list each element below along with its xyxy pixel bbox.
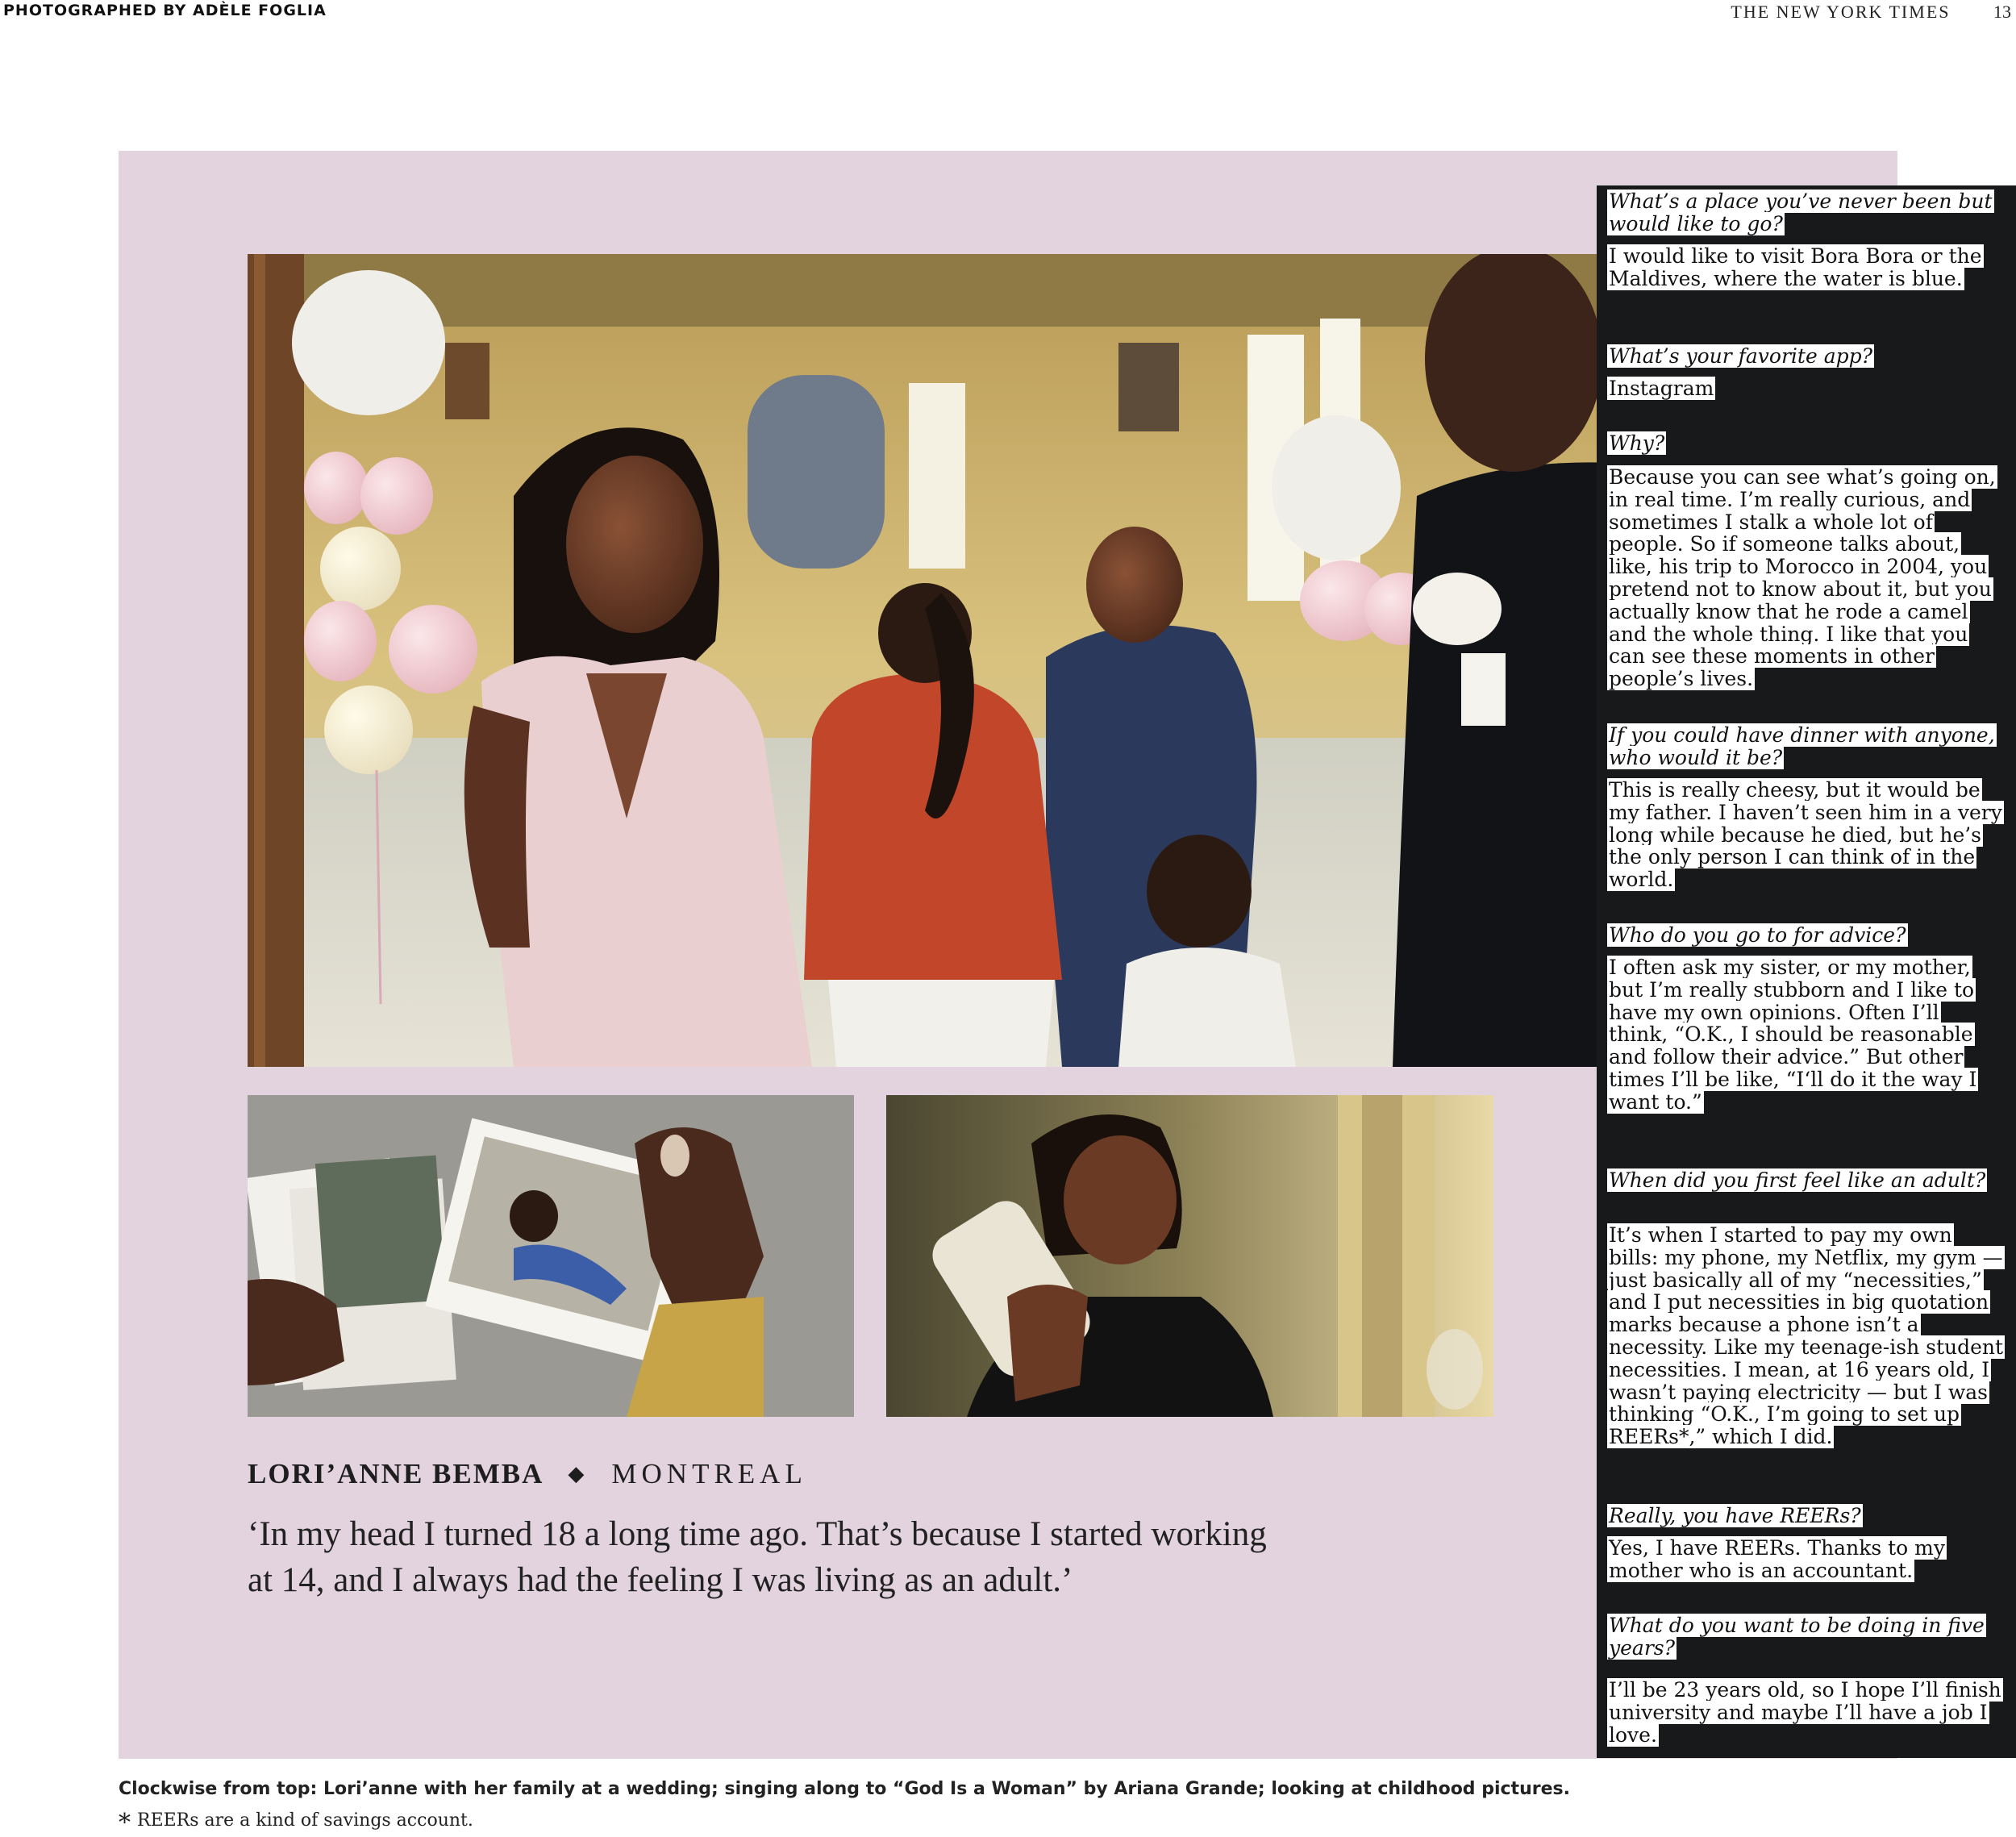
interview-question-5: Who do you go to for advice?: [1609, 923, 1906, 947]
pull-quote: [248, 1511, 1433, 1603]
interview-answer-3: Because you can see what’s going on, in real time. I’m really curious, and sometimes I stalk a whole lot of people. So if someone talks about, like, his trip to Morocco in 2004, you pretend not to know about it, but you actually know that he rode a camel and the whole thing. I like that you can see these moments in other people’s lives.: [1609, 465, 1996, 691]
publication-name: THE NEW YORK TIMES: [1731, 2, 1951, 22]
asterisk-icon: *: [119, 1809, 131, 1837]
interview-answer-2: Instagram: [1609, 377, 1714, 400]
footnote-text: REERs are a kind of savings account.: [137, 1810, 473, 1831]
interview-question-3: Why?: [1609, 431, 1665, 455]
page-number: 13: [1993, 2, 2011, 22]
interview-question-4: If you could have dinner with anyone, who would it be?: [1609, 723, 1995, 769]
interview-answer-4: This is really cheesy, but it would be my father. I haven’t seen him in a very long while because he died, but he’s the only person I can think of in the world.: [1609, 778, 2002, 892]
interview-question-2: What’s your favorite app?: [1609, 344, 1873, 368]
interview-answer-7: Yes, I have REERs. Thanks to my mother who is an accountant.: [1609, 1536, 1945, 1582]
subject-city: MONTREAL: [611, 1458, 807, 1489]
interview-question-1: What’s a place you’ve never been but would like to go?: [1609, 190, 1993, 235]
interview-answer-6: It’s when I started to pay my own bills: my phone, my Netflix, my gym — just basically all of my “necessities,” and I put necessities in big quotation marks because a phone isn’t a necessity. Like my teenage-ish student necessities. I mean, at 16 years old, I wasn’t paying electricity — but I was thinking “O.K., I’m going to set up REERs*,” which I did.: [1609, 1223, 2004, 1449]
interview-question-8: What do you want to be doing in five years?: [1609, 1614, 1985, 1660]
interview-answer-5: I often ask my sister, or my mother, but I’m really stubborn and I like to have my own opinions. Often I’ll think, “O.K., I should be reasonable and follow their advice.” But other times I’ll be like, “I‘ll do it the way I want to.”: [1609, 956, 1977, 1114]
wedding-photo: [248, 254, 1630, 1067]
photo-caption: Clockwise from top: Lori’anne with her family at a wedding; singing along to “God Is a Woman” by Ariana Grande; looking at childhood pictures.: [119, 1779, 1570, 1799]
childhood-pictures-illustration: [248, 1095, 854, 1417]
pull-quote-line-2: at 14, and I always had the feeling I was living as an adult.’: [248, 1561, 1073, 1599]
interview-answer-1: I would like to visit Bora Bora or the Maldives, where the water is blue.: [1609, 244, 1982, 290]
subject-byline: [248, 1458, 807, 1490]
subject-name: LORI’ANNE BEMBA: [248, 1458, 544, 1489]
interview-question-6: When did you first feel like an adult?: [1609, 1168, 1986, 1192]
singing-photo-illustration: [886, 1095, 1493, 1417]
running-header: [1731, 2, 2011, 23]
pull-quote-line-1: ‘In my head I turned 18 a long time ago. That’s because I started working: [248, 1515, 1267, 1553]
interview-question-7: Really, you have REERs?: [1609, 1504, 1861, 1527]
photo-credit: PHOTOGRAPHED BY ADÈLE FOGLIA: [3, 2, 327, 19]
singing-photo: [886, 1095, 1493, 1417]
interview-answer-8: I’ll be 23 years old, so I hope I’ll finish university and maybe I’ll have a job I love.: [1609, 1678, 2001, 1747]
childhood-pictures-photo: [248, 1095, 854, 1417]
wedding-photo-illustration: [248, 254, 1630, 1067]
diamond-icon: ◆: [568, 1462, 585, 1485]
